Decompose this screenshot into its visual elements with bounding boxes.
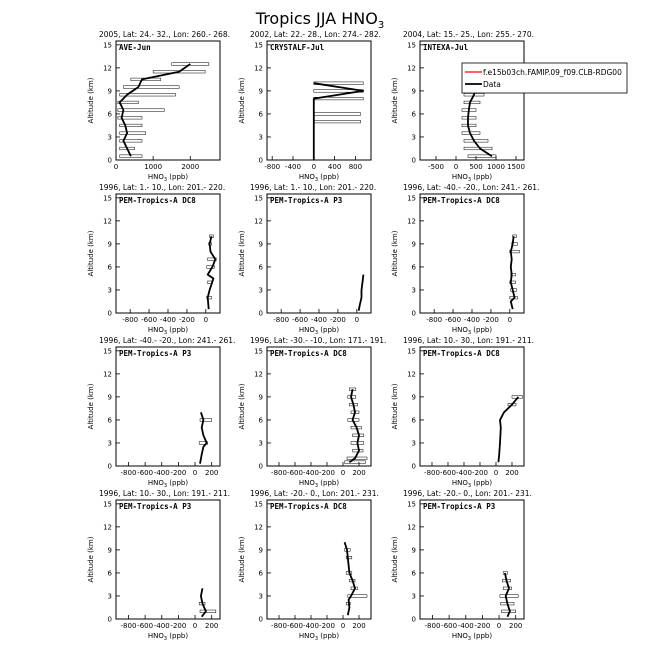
y-tick-label: 3 [411,592,416,601]
panel-name: PEM-Tropics-A DC8 [270,502,347,511]
panel-header: 1996, Lat: -20.- 0., Lon: 201.- 231. [250,489,379,498]
chart-panel [87,489,230,642]
x-tick-label: 0 [192,622,198,630]
y-tick-label: 15 [407,41,416,50]
x-tick-label: -400 [456,469,472,477]
x-axis-label: $HNO_3$ (ppb) [298,632,340,642]
x-tick-label: -800 [273,316,290,324]
x-axis-label: $HNO_3$ (ppb) [147,479,189,489]
x-tick-label: -600 [445,316,462,324]
y-tick-label: 9 [107,240,112,249]
panel-header: 1996, Lat: 1.- 10., Lon: 201.- 220. [250,183,377,192]
y-tick-label: 12 [407,64,416,73]
y-tick-label: 6 [258,416,263,425]
spread-bar [464,101,480,104]
figure-title: Tropics JJA $HNO_3$ [255,9,385,31]
spread-bar [500,595,518,598]
spread-bar [314,113,361,116]
y-tick-label: 3 [258,133,263,142]
y-tick-label: 3 [107,439,112,448]
y-tick-label: 15 [407,194,416,203]
x-tick-label: 1000 [487,163,505,171]
y-tick-label: 6 [411,110,416,119]
data-profile-line [120,64,191,156]
plot-frame [267,194,371,313]
plot-frame [420,347,524,466]
y-tick-label: 12 [254,523,263,532]
panel-name: CRYSTALF-Jul [270,43,325,52]
legend-model-label: f.e15b03ch.FAMIP.09_f09.CLB-RDG00 [483,68,622,77]
y-tick-label: 6 [258,263,263,272]
panel-header: 1996, Lat: 10.- 30., Lon: 191.- 211. [403,336,534,345]
panel-header: 2002, Lat: 22.- 28., Lon: 274.- 282. [250,30,381,39]
y-tick-label: 15 [254,194,263,203]
chart-panel [87,336,235,489]
y-tick-label: 15 [254,347,263,356]
plot-frame [116,347,220,466]
chart-panel [391,489,532,642]
x-axis-label: $HNO_3$ (ppb) [451,173,493,183]
x-tick-label: -600 [287,469,303,477]
x-tick-label: -200 [472,469,488,477]
y-tick-label: 12 [254,370,263,379]
y-tick-label: 3 [258,439,263,448]
y-axis-label: Altitude (km) [87,536,95,583]
panel-header: 1996, Lat: 1.- 10., Lon: 201.- 220. [99,183,226,192]
x-tick-label: -800 [424,622,441,630]
spread-bar [200,610,216,613]
panel-name: INTEXA-Jul [423,43,469,52]
y-tick-label: 6 [107,416,112,425]
spread-bar [464,140,488,143]
x-tick-label: -200 [170,469,187,477]
x-axis-label: $HNO_3$ (ppb) [451,632,493,642]
x-tick-label: -200 [482,316,499,324]
panel-header: 1996, Lat: -40.- -20., Lon: 241.- 261. [99,336,236,345]
chart-panel [238,30,381,183]
y-tick-label: 6 [411,569,416,578]
x-tick-label: -800 [264,163,281,171]
y-tick-label: 9 [411,240,416,249]
y-tick-label: 9 [258,87,263,96]
y-tick-label: 12 [407,523,416,532]
y-tick-label: 3 [107,133,112,142]
panel-name: PEM-Tropics-A P3 [119,349,192,358]
panel-header: 1996, Lat: -40.- -20., Lon: 241.- 261. [403,183,540,192]
y-tick-label: 0 [411,615,416,624]
y-tick-label: 12 [103,217,112,226]
x-tick-label: -200 [474,622,491,630]
y-tick-label: 9 [258,546,263,555]
x-tick-label: -800 [271,469,287,477]
y-tick-label: 15 [407,347,416,356]
panel-name: PEM-Tropics-A DC8 [270,349,347,358]
x-tick-label: -400 [153,622,170,630]
y-tick-label: 6 [411,263,416,272]
data-profile-line [314,83,363,160]
plot-frame [116,500,220,619]
x-tick-label: 0 [354,316,360,324]
x-axis-label: $HNO_3$ (ppb) [451,326,493,336]
x-tick-label: -800 [424,469,440,477]
x-tick-label: 1000 [144,163,163,171]
y-tick-label: 9 [258,240,263,249]
x-tick-label: -600 [287,622,303,630]
y-tick-label: 3 [258,592,263,601]
data-profile-line [511,236,515,309]
spread-bar [118,109,164,112]
chart-panel [391,30,534,183]
spread-bar [345,461,366,464]
y-tick-label: 3 [411,439,416,448]
y-tick-label: 3 [258,286,263,295]
x-tick-label: -600 [440,469,456,477]
legend-data-label: Data [483,80,501,89]
y-tick-label: 15 [103,194,112,203]
chart-panel [391,336,534,489]
y-axis-label: Altitude (km) [391,536,399,583]
plot-frame [267,41,371,160]
x-tick-label: -800 [120,469,137,477]
spread-bar [347,457,367,460]
x-tick-label: -400 [153,469,170,477]
y-tick-label: 0 [258,615,263,624]
y-tick-label: 12 [254,64,263,73]
x-tick-label: 0 [496,622,502,630]
spread-bar [123,86,179,89]
chart-panel [87,30,230,183]
y-axis-label: Altitude (km) [238,230,246,277]
y-axis-label: Altitude (km) [391,383,399,430]
x-tick-label: 0 [311,163,317,171]
y-tick-label: 3 [411,133,416,142]
panel-name: PEM-Tropics-A DC8 [423,196,500,205]
x-tick-label: -200 [319,469,335,477]
y-tick-label: 0 [411,462,416,471]
y-tick-label: 0 [107,156,112,165]
y-tick-label: 9 [411,546,416,555]
y-tick-label: 12 [103,523,112,532]
x-tick-label: -800 [120,622,137,630]
chart-panel [87,183,225,336]
x-tick-label: -400 [464,316,480,324]
panel-name: PEM-Tropics-A P3 [119,502,192,511]
y-axis-label: Altitude (km) [391,77,399,124]
x-tick-label: -200 [170,622,187,630]
x-tick-label: -600 [141,316,158,324]
y-axis-label: Altitude (km) [391,230,399,277]
x-tick-label: -800 [426,316,443,324]
y-tick-label: 6 [107,263,112,272]
data-profile-line [349,389,359,462]
y-tick-label: 12 [407,370,416,379]
x-tick-label: -600 [292,316,309,324]
y-tick-label: 12 [254,217,263,226]
y-tick-label: 9 [107,546,112,555]
x-tick-label: 0 [203,316,209,324]
x-tick-label: -400 [303,469,319,477]
y-tick-label: 0 [258,309,263,318]
x-tick-label: -200 [329,316,346,324]
y-tick-label: 15 [254,500,263,509]
panel-header: 1996, Lat: -30.- -10., Lon: 171.- 191. [250,336,387,345]
y-axis-label: Altitude (km) [238,536,246,583]
x-tick-label: 2000 [181,163,200,171]
x-tick-label: 400 [327,163,342,171]
spread-bar [464,147,492,150]
x-tick-label: 200 [505,469,519,477]
y-tick-label: 0 [411,156,416,165]
x-tick-label: 0 [493,469,499,477]
y-tick-label: 0 [258,462,263,471]
plot-frame [420,194,524,313]
x-tick-label: 800 [348,163,363,171]
x-axis-label: $HNO_3$ (ppb) [147,173,189,183]
x-tick-label: -400 [311,316,327,324]
chart-panel [238,336,386,489]
x-tick-label: -200 [178,316,195,324]
panel-name: PEM-Tropics-A P3 [423,502,496,511]
y-tick-label: 12 [407,217,416,226]
x-tick-label: 0 [453,163,459,171]
y-tick-label: 15 [254,41,263,50]
x-tick-label: 0 [192,469,198,477]
x-tick-label: -400 [160,316,176,324]
panel-name: AVE-Jun [119,43,151,52]
chart-panel [391,183,539,336]
y-tick-label: 15 [103,500,112,509]
y-axis-label: Altitude (km) [87,383,95,430]
spread-bar [503,587,511,590]
panel-name: PEM-Tropics-A P3 [270,196,343,205]
chart-panel [238,183,376,336]
panel-header: 1996, Lat: 10.- 30., Lon: 191.- 211. [99,489,230,498]
panel-header: 2004, Lat: 15.- 25., Lon: 255.- 270. [403,30,534,39]
y-tick-label: 9 [107,87,112,96]
x-axis-label: $HNO_3$ (ppb) [147,632,189,642]
y-tick-label: 9 [258,393,263,402]
y-tick-label: 6 [258,110,263,119]
x-tick-label: 0 [507,316,513,324]
panel-name: PEM-Tropics-A DC8 [119,196,196,205]
y-tick-label: 3 [411,286,416,295]
plot-frame [267,500,371,619]
y-axis-label: Altitude (km) [238,77,246,124]
x-tick-label: 200 [508,622,523,630]
x-tick-label: 0 [113,163,119,171]
y-tick-label: 6 [107,569,112,578]
spread-bar [314,120,361,123]
x-tick-label: -400 [285,163,301,171]
y-tick-label: 3 [107,286,112,295]
x-tick-label: 500 [469,163,483,171]
x-tick-label: -500 [428,163,444,171]
x-axis-label: $HNO_3$ (ppb) [451,479,493,489]
plot-frame [116,194,220,313]
y-tick-label: 0 [107,615,112,624]
y-tick-label: 6 [107,110,112,119]
y-tick-label: 3 [107,592,112,601]
x-axis-label: $HNO_3$ (ppb) [298,326,340,336]
y-tick-label: 6 [411,416,416,425]
y-tick-label: 9 [107,393,112,402]
x-tick-label: -200 [319,622,335,630]
chart-panel [238,489,379,642]
spread-bar [120,132,146,135]
x-tick-label: 0 [340,469,346,477]
spread-bar [200,419,212,422]
x-tick-label: 1500 [507,163,525,171]
x-tick-label: 0 [340,622,346,630]
spread-bar [120,124,142,127]
y-tick-label: 0 [107,309,112,318]
y-tick-label: 15 [103,41,112,50]
x-tick-label: -400 [303,622,319,630]
x-axis-label: $HNO_3$ (ppb) [298,173,340,183]
panel-grid [87,30,539,642]
legend [462,63,627,93]
y-tick-label: 9 [411,393,416,402]
x-tick-label: -600 [137,469,154,477]
y-axis-label: Altitude (km) [87,230,95,277]
y-tick-label: 0 [258,156,263,165]
x-tick-label: -800 [122,316,139,324]
data-profile-line [498,397,518,462]
plot-frame [267,347,371,466]
y-tick-label: 6 [258,569,263,578]
x-tick-label: 200 [352,469,366,477]
y-axis-label: Altitude (km) [87,77,95,124]
plot-frame [420,500,524,619]
x-tick-label: -600 [137,622,154,630]
x-tick-label: 200 [204,469,219,477]
y-tick-label: 15 [407,500,416,509]
y-tick-label: 15 [103,347,112,356]
x-tick-label: -400 [457,622,474,630]
x-tick-label: -600 [441,622,458,630]
x-tick-label: -800 [271,622,287,630]
panel-name: PEM-Tropics-A DC8 [423,349,500,358]
x-tick-label: 200 [204,622,219,630]
data-profile-line [359,275,364,311]
panel-header: 2005, Lat: 24.- 32., Lon: 260.- 268. [99,30,230,39]
y-tick-label: 9 [411,87,416,96]
y-axis-label: Altitude (km) [238,383,246,430]
x-tick-label: 200 [352,622,366,630]
data-profile-line [200,412,207,463]
x-axis-label: $HNO_3$ (ppb) [147,326,189,336]
y-tick-label: 0 [411,309,416,318]
y-tick-label: 12 [103,370,112,379]
x-axis-label: $HNO_3$ (ppb) [298,479,340,489]
y-tick-label: 12 [103,64,112,73]
y-tick-label: 0 [107,462,112,471]
panel-header: 1996, Lat: -20.- 0., Lon: 201.- 231. [403,489,532,498]
